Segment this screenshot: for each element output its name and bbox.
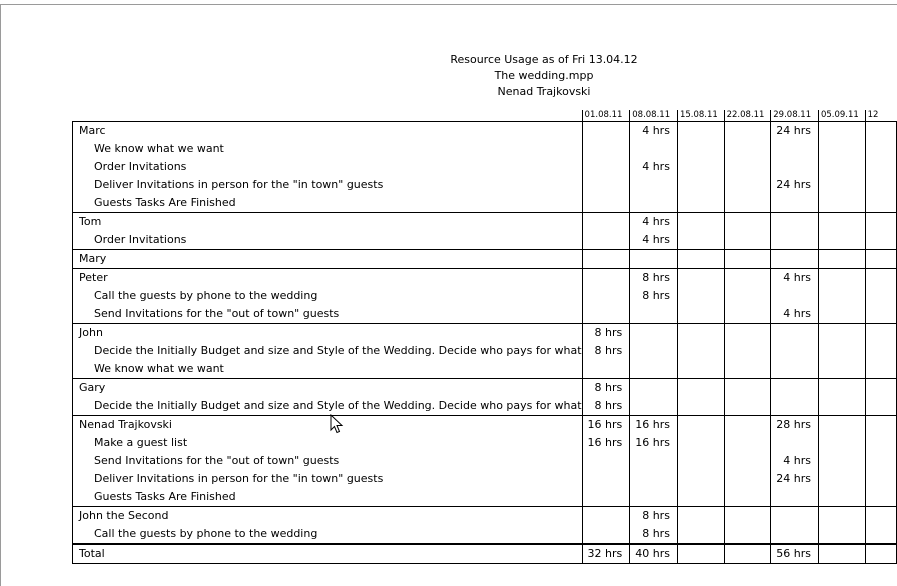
work-hours-cell [582, 287, 630, 305]
work-hours-cell [677, 269, 724, 288]
task-name: Order Invitations [73, 231, 583, 250]
work-hours-cell [677, 324, 724, 343]
work-hours-cell [865, 158, 896, 176]
work-hours-cell [677, 231, 724, 250]
work-hours-cell [771, 507, 819, 526]
work-hours-cell [724, 194, 771, 213]
work-hours-cell [582, 176, 630, 194]
work-hours-cell [818, 158, 865, 176]
work-hours-cell [865, 360, 896, 379]
work-hours-cell [582, 525, 630, 544]
work-hours-cell [818, 470, 865, 488]
work-hours-cell [771, 379, 819, 398]
task-row [73, 470, 897, 488]
work-hours-cell [771, 158, 819, 176]
work-hours-cell [677, 287, 724, 305]
work-hours-cell: 40 hrs [630, 544, 678, 564]
work-hours-cell [818, 122, 865, 141]
work-hours-cell: 4 hrs [630, 122, 678, 141]
week-header: 08.08.11 [630, 110, 678, 122]
work-hours-cell [630, 452, 678, 470]
task-name: Guests Tasks Are Finished [73, 194, 583, 213]
work-hours-cell [677, 213, 724, 232]
work-hours-cell [630, 305, 678, 324]
week-header: 15.08.11 [677, 110, 724, 122]
work-hours-cell [865, 342, 896, 360]
resource-name: Nenad Trajkovski [73, 416, 583, 435]
week-header: 29.08.11 [771, 110, 819, 122]
work-hours-cell [865, 544, 896, 564]
work-hours-cell [677, 360, 724, 379]
work-hours-cell [677, 416, 724, 435]
work-hours-cell [630, 488, 678, 507]
task-name: Send Invitations for the "out of town" guests [73, 305, 583, 324]
work-hours-cell [771, 213, 819, 232]
work-hours-cell [630, 360, 678, 379]
resource-row [73, 269, 897, 288]
work-hours-cell [865, 434, 896, 452]
work-hours-cell [724, 213, 771, 232]
work-hours-cell [630, 342, 678, 360]
work-hours-cell [724, 176, 771, 194]
work-hours-cell [677, 342, 724, 360]
resource-name: John [73, 324, 583, 343]
work-hours-cell [865, 324, 896, 343]
work-hours-cell [677, 544, 724, 564]
work-hours-cell [677, 379, 724, 398]
work-hours-cell [630, 176, 678, 194]
work-hours-cell [865, 452, 896, 470]
report-header [444, 52, 644, 100]
task-name: Decide the Initially Budget and size and Style of the Wedding. Decide who pays for what [73, 397, 583, 416]
work-hours-cell [724, 269, 771, 288]
work-hours-cell: 8 hrs [582, 324, 630, 343]
work-hours-cell: 4 hrs [771, 305, 819, 324]
mouse-pointer-icon [330, 414, 344, 434]
task-row [73, 287, 897, 305]
work-hours-cell [771, 397, 819, 416]
work-hours-cell: 8 hrs [630, 525, 678, 544]
work-hours-cell [677, 434, 724, 452]
work-hours-cell [865, 305, 896, 324]
work-hours-cell: 8 hrs [582, 397, 630, 416]
page-edge-left [0, 4, 1, 586]
work-hours-cell [677, 250, 724, 269]
work-hours-cell [724, 507, 771, 526]
work-hours-cell: 24 hrs [771, 122, 819, 141]
task-row [73, 158, 897, 176]
work-hours-cell [865, 250, 896, 269]
work-hours-cell [771, 525, 819, 544]
work-hours-cell [771, 488, 819, 507]
work-hours-cell [724, 140, 771, 158]
total-label: Total [73, 544, 583, 564]
work-hours-cell: 24 hrs [771, 470, 819, 488]
work-hours-cell [677, 488, 724, 507]
work-hours-cell [724, 360, 771, 379]
work-hours-cell [724, 250, 771, 269]
work-hours-cell: 16 hrs [582, 434, 630, 452]
work-hours-cell [630, 324, 678, 343]
resource-name: Gary [73, 379, 583, 398]
report-author: Nenad Trajkovski [497, 85, 591, 98]
work-hours-cell [677, 158, 724, 176]
work-hours-cell [724, 470, 771, 488]
work-hours-cell [818, 305, 865, 324]
header-blank [73, 110, 583, 122]
work-hours-cell [582, 158, 630, 176]
work-hours-cell [582, 305, 630, 324]
work-hours-cell [865, 122, 896, 141]
work-hours-cell: 4 hrs [630, 213, 678, 232]
work-hours-cell [818, 397, 865, 416]
task-name: Call the guests by phone to the wedding [73, 525, 583, 544]
work-hours-cell: 4 hrs [771, 452, 819, 470]
work-hours-cell [677, 194, 724, 213]
work-hours-cell [724, 452, 771, 470]
resource-row [73, 250, 897, 269]
task-row [73, 305, 897, 324]
work-hours-cell [724, 544, 771, 564]
work-hours-cell: 4 hrs [771, 269, 819, 288]
work-hours-cell [818, 269, 865, 288]
work-hours-cell [818, 231, 865, 250]
work-hours-cell: 8 hrs [582, 379, 630, 398]
work-hours-cell [582, 360, 630, 379]
work-hours-cell [630, 140, 678, 158]
work-hours-cell [865, 231, 896, 250]
week-header: 01.08.11 [582, 110, 630, 122]
work-hours-cell [865, 525, 896, 544]
resource-row [73, 416, 897, 435]
work-hours-cell [724, 416, 771, 435]
work-hours-cell [818, 525, 865, 544]
work-hours-cell [677, 305, 724, 324]
work-hours-cell [724, 231, 771, 250]
task-name: Guests Tasks Are Finished [73, 488, 583, 507]
work-hours-cell [771, 250, 819, 269]
work-hours-cell [865, 140, 896, 158]
work-hours-cell: 24 hrs [771, 176, 819, 194]
work-hours-cell [677, 452, 724, 470]
resource-row [73, 213, 897, 232]
work-hours-cell [818, 176, 865, 194]
work-hours-cell [630, 470, 678, 488]
work-hours-cell [724, 379, 771, 398]
report-project-file: The wedding.mpp [494, 69, 594, 82]
work-hours-cell: 16 hrs [630, 434, 678, 452]
report-title: Resource Usage as of Fri 13.04.12 [450, 53, 638, 66]
work-hours-cell [865, 213, 896, 232]
task-row [73, 452, 897, 470]
work-hours-cell [818, 287, 865, 305]
task-name: Send Invitations for the "out of town" guests [73, 452, 583, 470]
work-hours-cell [677, 176, 724, 194]
work-hours-cell [818, 360, 865, 379]
resource-usage-table [72, 110, 897, 564]
work-hours-cell [630, 194, 678, 213]
work-hours-cell [630, 250, 678, 269]
task-row [73, 342, 897, 360]
work-hours-cell: 4 hrs [630, 231, 678, 250]
week-header: 12 [865, 110, 896, 122]
work-hours-cell [818, 434, 865, 452]
work-hours-cell [865, 176, 896, 194]
work-hours-cell [582, 213, 630, 232]
work-hours-cell [771, 231, 819, 250]
work-hours-cell [724, 158, 771, 176]
task-name: Deliver Invitations in person for the "in town" guests [73, 470, 583, 488]
work-hours-cell [582, 231, 630, 250]
work-hours-cell [865, 470, 896, 488]
resource-name: Marc [73, 122, 583, 141]
week-header-row [73, 110, 897, 122]
task-name: We know what we want [73, 360, 583, 379]
work-hours-cell [818, 507, 865, 526]
work-hours-cell [818, 213, 865, 232]
task-row [73, 434, 897, 452]
work-hours-cell [582, 250, 630, 269]
work-hours-cell: 16 hrs [582, 416, 630, 435]
resource-name: Peter [73, 269, 583, 288]
task-name: Call the guests by phone to the wedding [73, 287, 583, 305]
task-row [73, 360, 897, 379]
work-hours-cell: 4 hrs [630, 158, 678, 176]
work-hours-cell [582, 140, 630, 158]
work-hours-cell: 8 hrs [630, 287, 678, 305]
work-hours-cell [677, 507, 724, 526]
work-hours-cell [724, 525, 771, 544]
work-hours-cell [582, 507, 630, 526]
work-hours-cell [818, 194, 865, 213]
task-row [73, 176, 897, 194]
work-hours-cell [677, 140, 724, 158]
task-row [73, 231, 897, 250]
work-hours-cell [724, 324, 771, 343]
work-hours-cell [724, 342, 771, 360]
work-hours-cell [818, 379, 865, 398]
work-hours-cell: 8 hrs [630, 507, 678, 526]
work-hours-cell [818, 140, 865, 158]
work-hours-cell [582, 122, 630, 141]
work-hours-cell [771, 140, 819, 158]
work-hours-cell [818, 544, 865, 564]
resource-name: John the Second [73, 507, 583, 526]
task-row [73, 140, 897, 158]
work-hours-cell [724, 122, 771, 141]
work-hours-cell [818, 324, 865, 343]
work-hours-cell [724, 305, 771, 324]
work-hours-cell [582, 452, 630, 470]
work-hours-cell [771, 342, 819, 360]
work-hours-cell [677, 122, 724, 141]
work-hours-cell [818, 250, 865, 269]
work-hours-cell [677, 525, 724, 544]
work-hours-cell [582, 194, 630, 213]
work-hours-cell [582, 470, 630, 488]
work-hours-cell [865, 416, 896, 435]
task-row [73, 397, 897, 416]
work-hours-cell: 32 hrs [582, 544, 630, 564]
work-hours-cell [724, 287, 771, 305]
week-header: 05.09.11 [818, 110, 865, 122]
work-hours-cell [582, 488, 630, 507]
work-hours-cell [630, 379, 678, 398]
task-name: Order Invitations [73, 158, 583, 176]
work-hours-cell: 56 hrs [771, 544, 819, 564]
work-hours-cell [818, 342, 865, 360]
resource-row [73, 122, 897, 141]
task-name: Make a guest list [73, 434, 583, 452]
work-hours-cell [865, 397, 896, 416]
work-hours-cell [865, 507, 896, 526]
work-hours-cell [724, 488, 771, 507]
work-hours-cell [771, 324, 819, 343]
work-hours-cell [677, 397, 724, 416]
task-name: Decide the Initially Budget and size and Style of the Wedding. Decide who pays for what [73, 342, 583, 360]
work-hours-cell [865, 488, 896, 507]
resource-row [73, 324, 897, 343]
work-hours-cell [818, 488, 865, 507]
task-row [73, 194, 897, 213]
work-hours-cell [771, 287, 819, 305]
work-hours-cell: 8 hrs [630, 269, 678, 288]
work-hours-cell: 28 hrs [771, 416, 819, 435]
task-name: We know what we want [73, 140, 583, 158]
resource-row [73, 507, 897, 526]
work-hours-cell [771, 194, 819, 213]
page-edge-top [0, 4, 897, 5]
work-hours-cell [724, 434, 771, 452]
work-hours-cell [771, 434, 819, 452]
total-row [73, 544, 897, 564]
work-hours-cell [865, 269, 896, 288]
work-hours-cell [865, 379, 896, 398]
task-row [73, 488, 897, 507]
work-hours-cell [771, 360, 819, 379]
work-hours-cell [865, 194, 896, 213]
work-hours-cell [724, 397, 771, 416]
task-row [73, 525, 897, 544]
task-name: Deliver Invitations in person for the "in town" guests [73, 176, 583, 194]
resource-name: Tom [73, 213, 583, 232]
work-hours-cell [677, 470, 724, 488]
work-hours-cell [865, 287, 896, 305]
work-hours-cell [818, 452, 865, 470]
work-hours-cell: 16 hrs [630, 416, 678, 435]
resource-row [73, 379, 897, 398]
work-hours-cell: 8 hrs [582, 342, 630, 360]
resource-name: Mary [73, 250, 583, 269]
work-hours-cell [582, 269, 630, 288]
work-hours-cell [630, 397, 678, 416]
work-hours-cell [818, 416, 865, 435]
week-header: 22.08.11 [724, 110, 771, 122]
